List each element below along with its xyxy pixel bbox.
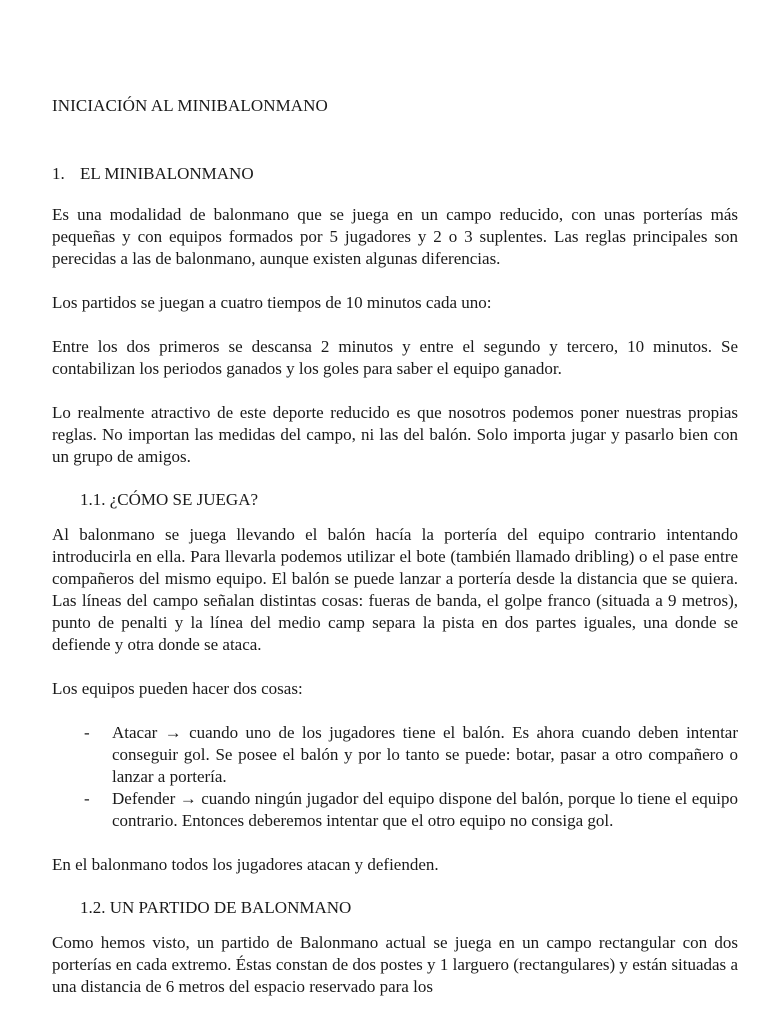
paragraph-teams: Los equipos pueden hacer dos cosas: [52,679,303,698]
paragraph-periods: Los partidos se juegan a cuatro tiempos de 10 minutos cada uno: [52,293,492,312]
section-heading-1-1: 1.1. ¿CÓMO SE JUEGA? [80,490,259,509]
list-item-defend [52,788,738,832]
bullet-dash: - [84,789,90,808]
list-item-text: Atacar → cuando uno de los jugadores tiene el balón. Es ahora cuando deben intentar conseguir gol. Se posee el balón y por lo tanto se puede: botar, pasar a otro compañero o lanzar a portería. [112,723,738,786]
paragraph-match: Como hemos visto, un partido de Balonmano actual se juega en un campo rectangular con dos porterías en cada extremo. Éstas constan de dos postes y 1 larguero (rectangulares) y están situadas a una distancia de 6 metros del espacio reservado para los [52,933,738,996]
document-page [52,96,738,998]
document-title: INICIACIÓN AL MINIBALONMANO [52,96,328,115]
paragraph-all-players: En el balonmano todos los jugadores atacan y defienden. [52,855,439,874]
paragraph-how-to-play: Al balonmano se juega llevando el balón hacía la portería del equipo contrario intentando introducirla en ella. Para llevarla podemos utilizar el bote (también llamado dribling) o el pase entre compañeros del mismo equipo. El balón se puede lanzar a portería desde la distancia que se quiera. Las líneas del campo señalan distintas cosas: fueras de banda, el golpe franco (situada a 9 metros), punto de penalti y la línea del medio camp separa la pista en dos partes iguales, una donde se defiende y otra donde se ataca. [52,525,738,654]
paragraph-rest: Entre los dos primeros se descansa 2 minutos y entre el segundo y tercero, 10 minutos. Se contabilizan los periodos ganados y los goles para saber el equipo ganador. [52,337,738,378]
section-number: 1. [52,164,65,183]
list-item-attack [52,722,738,788]
section-heading-1 [52,164,738,184]
section-heading-1-2: 1.2. UN PARTIDO DE BALONMANO [80,898,352,917]
bullet-dash: - [84,723,90,742]
bullet-list [52,722,738,832]
paragraph-rules: Lo realmente atractivo de este deporte reducido es que nosotros podemos poner nuestras propias reglas. No importan las medidas del campo, ni las del balón. Solo importa jugar y pasarlo bien con un grupo de amigos. [52,403,738,466]
paragraph-intro: Es una modalidad de balonmano que se juega en un campo reducido, con unas porterías más pequeñas y con equipos formados por 5 jugadores y 2 o 3 suplentes. Las reglas principales son perecidas a las de balonmano, aunque existen algunas diferencias. [52,205,738,268]
list-item-text: Defender → cuando ningún jugador del equipo dispone del balón, porque lo tiene el equipo contrario. Entonces deberemos intentar que el otro equipo no consiga gol. [112,789,738,830]
section-label: EL MINIBALONMANO [80,164,254,183]
